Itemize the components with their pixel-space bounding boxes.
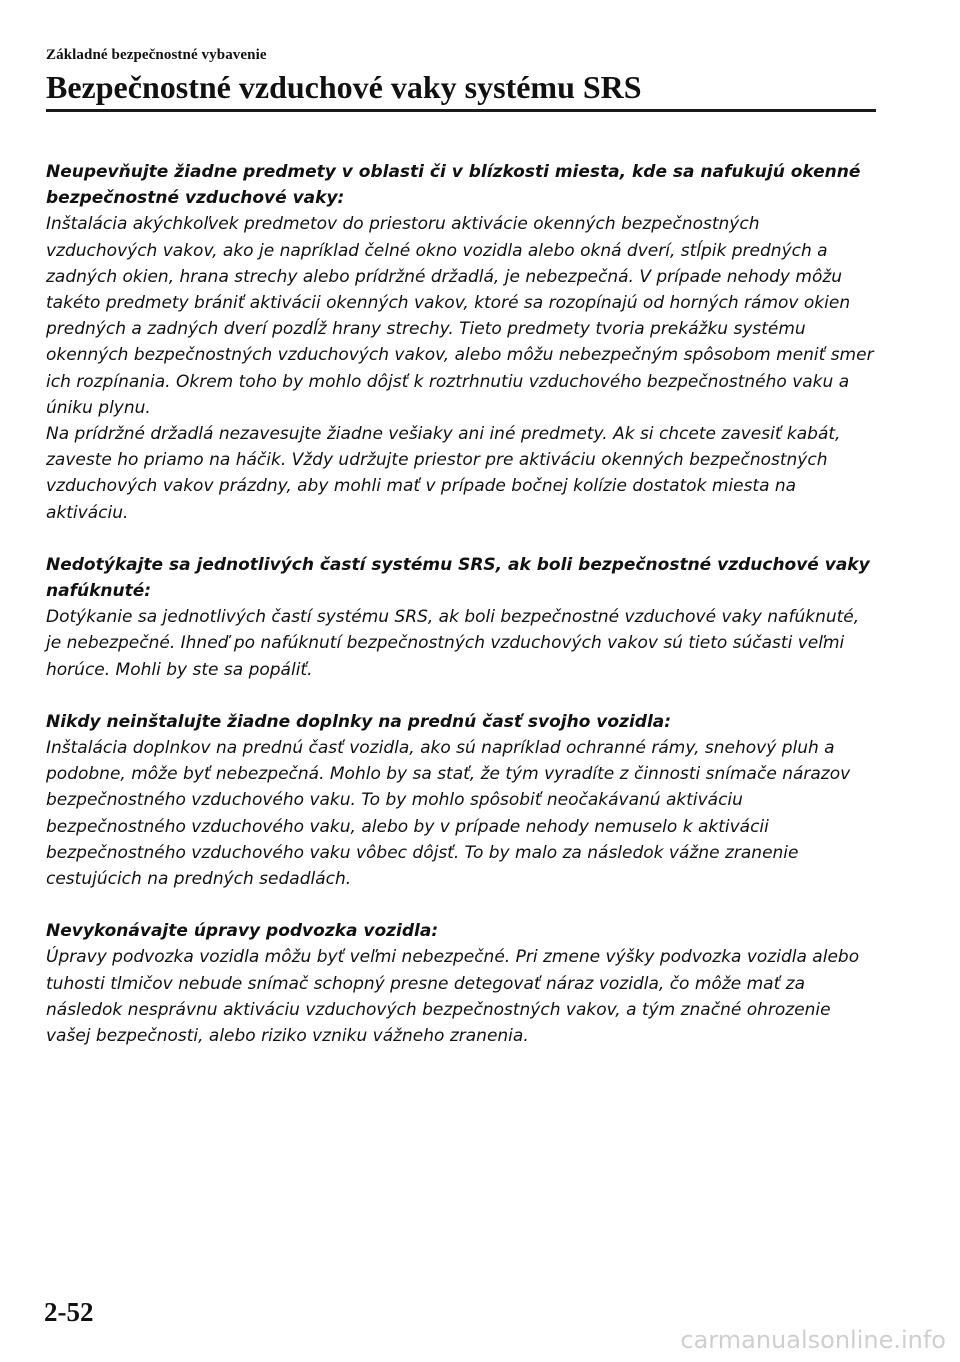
warning-heading: Nedotýkajte sa jednotlivých častí systému SRS, ak boli bezpečnostné vzduchové vaky nafúknuté: <box>46 554 870 602</box>
warning-paragraph: Na prídržné držadlá nezavesujte žiadne vešiaky ani iné predmety. Ak si chcete zavesiť kabát, zaveste ho priamo na háčik. Vždy udržujte priestor pre aktiváciu okenných bezpečnostných vzduchových vakov prázdny, aby mohli mať v prípade bočnej kolízie dostatok miesta na aktiváciu. <box>46 424 841 523</box>
warning-paragraph: Úpravy podvozka vozidla môžu byť veľmi nebezpečné. Pri zmene výšky podvozka vozidla alebo tuhosti tlmičov nebude snímač schopný presne detegovať náraz vozidla, čo môže mať za následok nesprávnu aktiváciu vzduchových bezpečnostných vakov, a tým značné ohrozenie vašej bezpečnosti, alebo riziko vzniku vážneho zranenia. <box>46 947 860 1047</box>
header-rule <box>46 109 876 112</box>
warning-paragraph: Inštalácia akýchkoľvek predmetov do priestoru aktivácie okenných bezpečnostných vzduchových vakov, ako je napríklad čelné okno vozidla alebo okná dverí, stĺpik predných a zadných okien, hrana strechy alebo prídržné držadlá, je nebezpečná. V prípade nehody môžu takéto predmety brániť aktivácii okenných vakov, ktoré sa rozopínajú od horných rámov okien predných a zadných dverí pozdĺž hrany strechy. Tieto predmety tvoria prekážku systému okenných bezpečnostných vzduchových vakov, alebo môžu nebezpečným spôsobom meniť smer ich rozpínania. Okrem toho by mohlo dôjsť k roztrhnutiu vzduchového bezpečnostného vaku a úniku plynu. <box>46 214 874 418</box>
page-header <box>46 46 876 105</box>
warning-paragraph: Inštalácia doplnkov na prednú časť vozidla, ako sú napríklad ochranné rámy, snehový pluh a podobne, môže byť nebezpečná. Mohlo by sa stať, že tým vyradíte z činnosti snímače nárazov bezpečnostného vzduchového vaku. To by mohlo spôsobiť neočakávanú aktiváciu bezpečnostného vzduchového vaku, alebo by v prípade nehody nemuselo k aktivácii bezpečnostného vzduchového vaku vôbec dôjsť. To by malo za následok vážne zranenie cestujúcich na predných sedadlách. <box>46 738 851 890</box>
warning-block-curtain-airbags <box>46 159 876 526</box>
warning-heading: Nevykonávajte úpravy podvozka vozidla: <box>46 921 439 942</box>
warning-paragraph: Dotýkanie sa jednotlivých častí systému SRS, ak boli bezpečnostné vzduchové vaky nafúknuté, je nebezpečné. Ihneď po nafúknutí bezpečnostných vzduchových vakov sú tieto súčasti veľmi horúce. Mohli by ste sa popáliť. <box>46 607 860 680</box>
warning-heading: Neupevňujte žiadne predmety v oblasti či v blízkosti miesta, kde sa nafukujú okenné bezpečnostné vzduchové vaky: <box>46 162 861 209</box>
watermark-text: carmanualsonline.info <box>680 1326 946 1354</box>
warning-block-suspension <box>46 918 876 1049</box>
page-number: 2-52 <box>44 1297 94 1327</box>
warning-heading: Nikdy neinštalujte žiadne doplnky na prednú časť svojho vozidla: <box>46 711 672 732</box>
warning-block-front-accessories <box>46 709 876 892</box>
chapter-title: Bezpečnostné vzduchové vaky systému SRS <box>46 69 642 105</box>
warning-block-srs-parts <box>46 552 876 683</box>
warning-content <box>46 159 876 1075</box>
section-name: Základné bezpečnostné vybavenie <box>46 47 267 63</box>
